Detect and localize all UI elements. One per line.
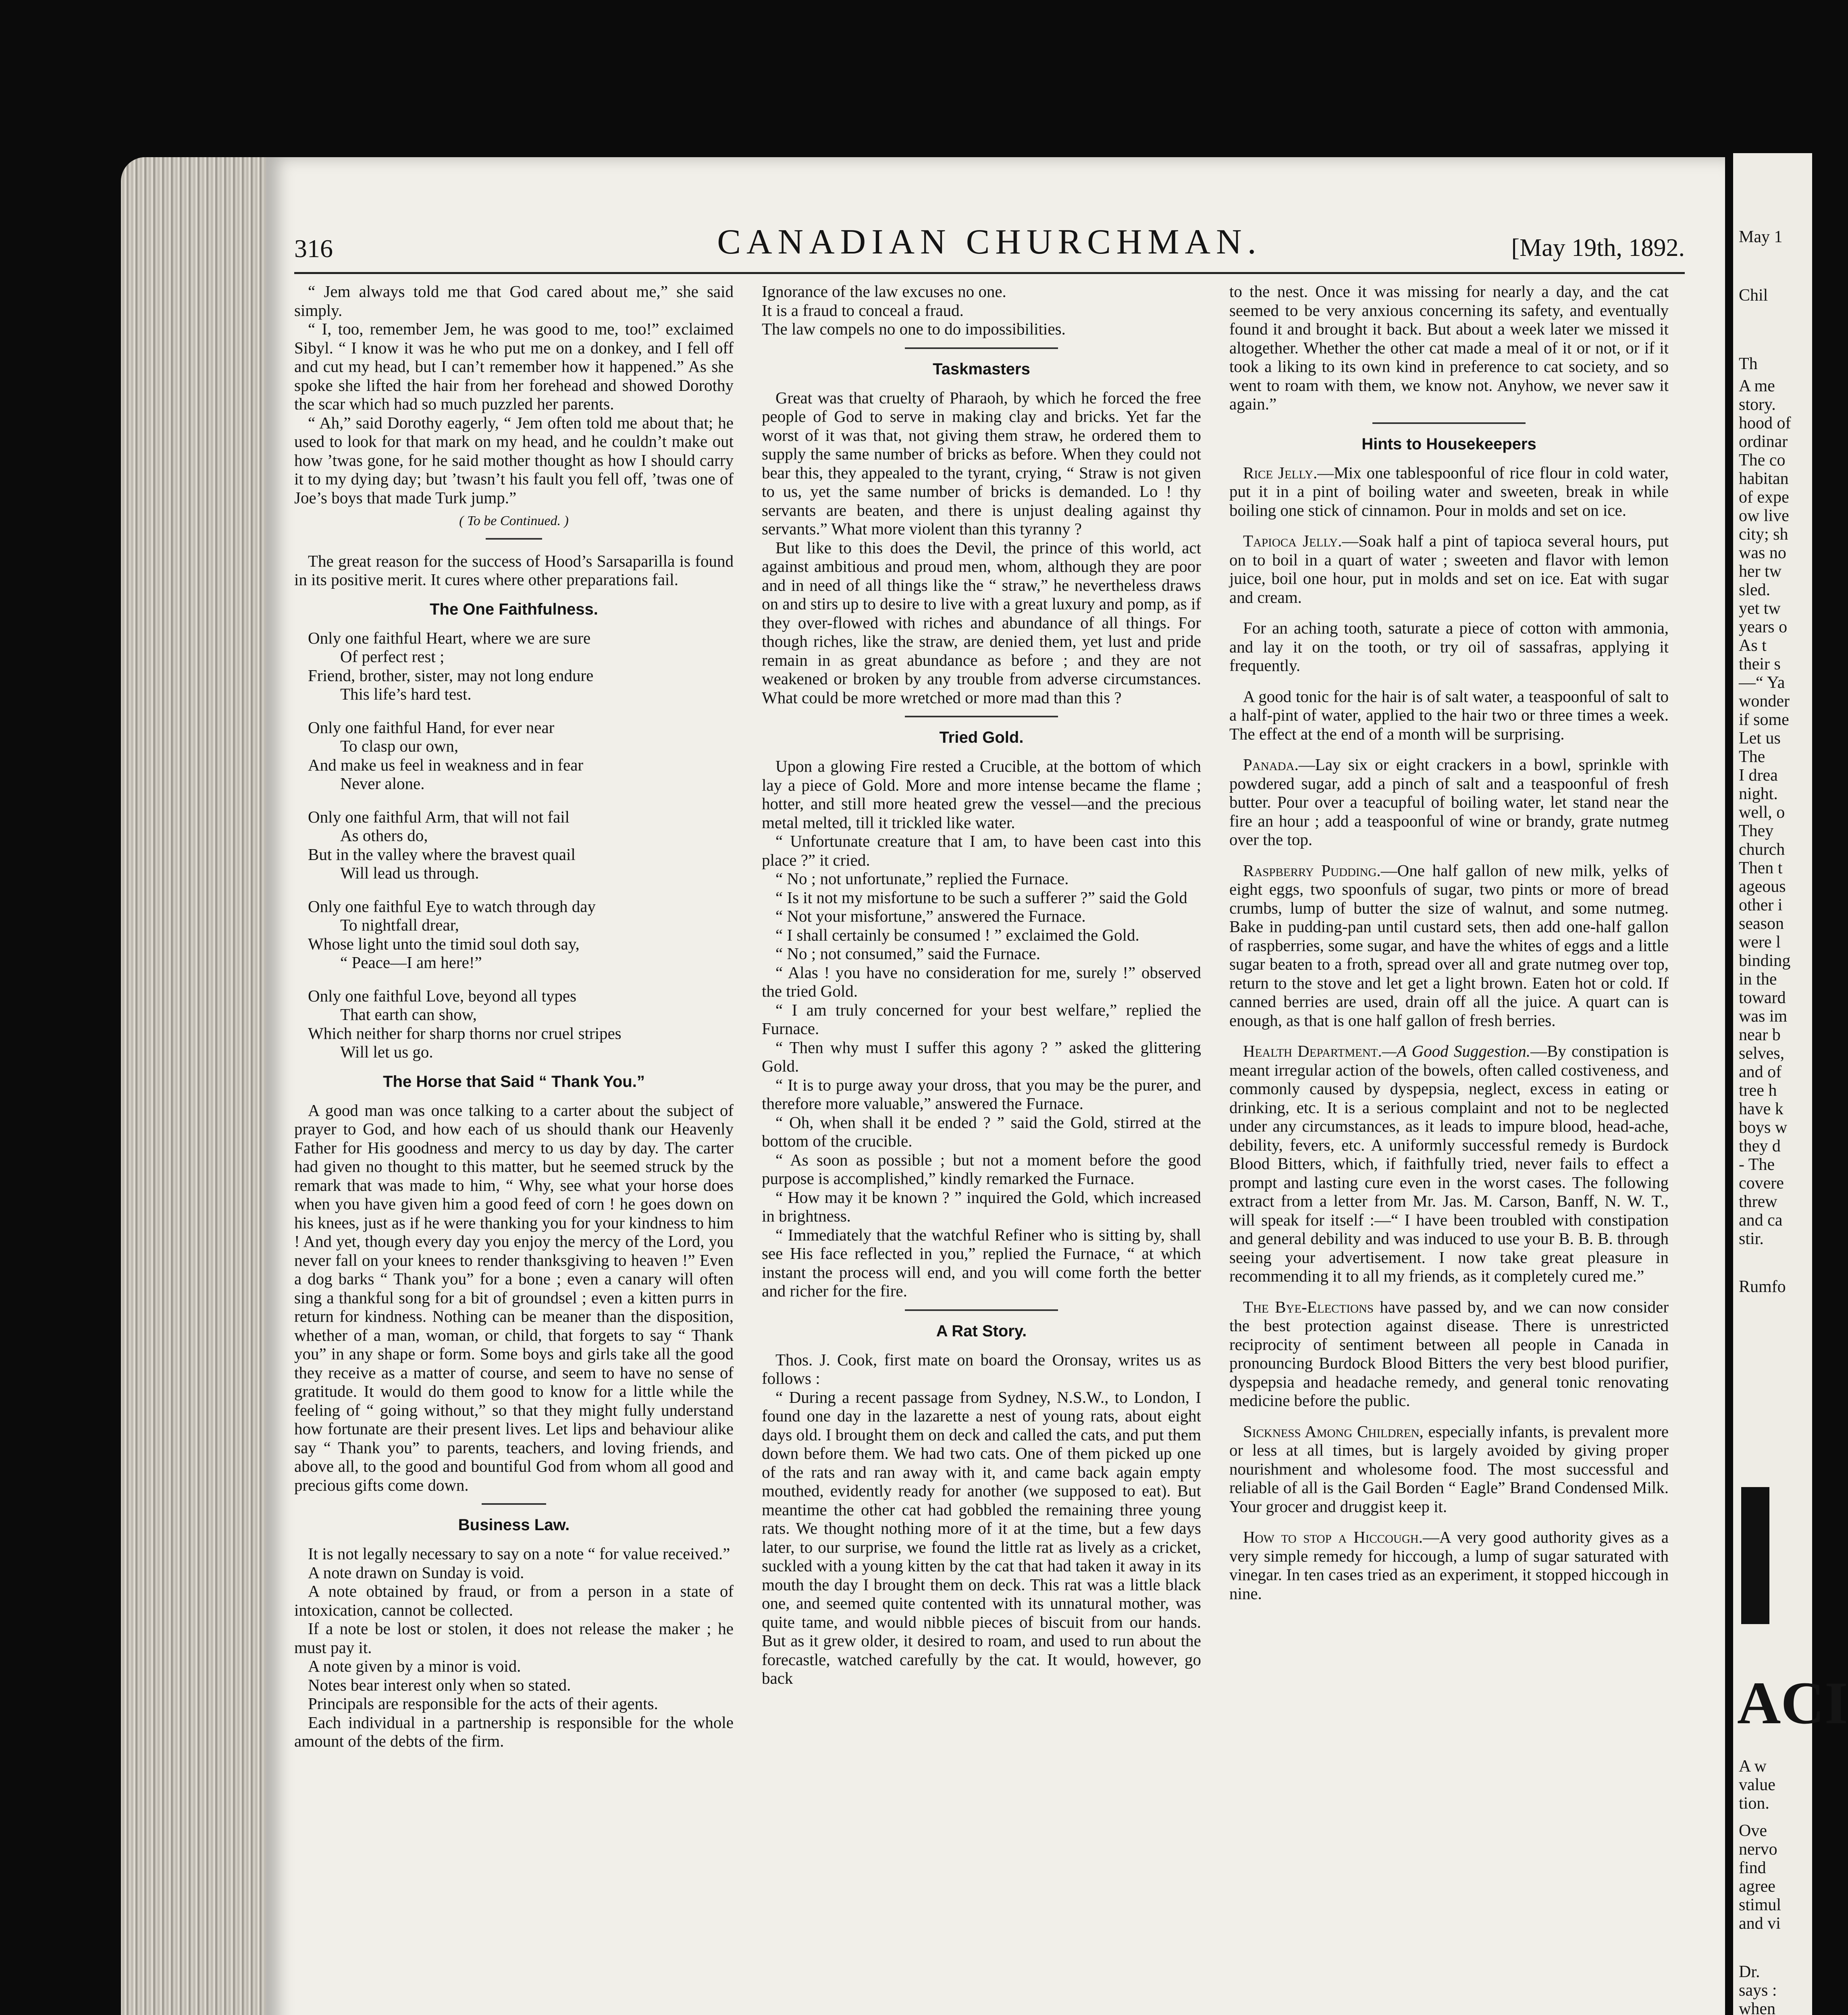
- poem-line: “ Peace—I am here!”: [340, 953, 482, 972]
- poem-line: Only one faithful Heart, where we are sure: [308, 628, 591, 647]
- facing-page-line: of expe: [1739, 488, 1789, 507]
- hint-paragraph: For an aching tooth, saturate a piece of cotton with ammonia, and lay it on the tooth, or try oil of sassafras, applying it frequently.: [1229, 619, 1669, 675]
- article-paragraph: “ It is to purge away your dross, that you may be the purer, and therefore more valuable,” answered the Furnace.: [762, 1075, 1201, 1113]
- newspaper-page: [266, 157, 1725, 2015]
- facing-page-line: if some: [1739, 710, 1789, 729]
- article-paragraph: Upon a glowing Fire rested a Crucible, at the bottom of which lay a piece of Gold. More and more intense became the flame ; hotter, and still more heated grew the vessel—and the precious metal melted, till it trickled like water.: [762, 757, 1201, 832]
- facing-page-line: As t: [1739, 636, 1767, 655]
- facing-page-line: story.: [1739, 395, 1776, 414]
- law-item: Ignorance of the law excuses no one.: [762, 282, 1006, 301]
- hint-paragraph: How to stop a Hiccough.—A very good authority gives as a very simple remedy for hiccough, a lump of sugar saturated with vinegar. In ten cases tried as an experiment, it stopped hiccough in nine.: [1229, 1528, 1669, 1603]
- recipe-label: Raspberry Pudding.: [1243, 861, 1381, 880]
- facing-page-heading: ACI: [1737, 1670, 1848, 1737]
- page-header: [294, 222, 1685, 270]
- article-paragraph: “ Not your misfortune,” answered the Furnace.: [775, 907, 1086, 925]
- article-paragraph: “ Alas ! you have no consideration for me, surely !” observed the tried Gold.: [762, 963, 1201, 1000]
- advert-label: Sickness Among Children,: [1243, 1422, 1424, 1441]
- section-rule: [905, 347, 1058, 349]
- facing-page-line: years o: [1739, 618, 1788, 636]
- recipe-label: Rice Jelly.: [1243, 463, 1318, 482]
- facing-page-line: —“ Ya: [1739, 673, 1785, 692]
- facing-page-line: sled.: [1739, 581, 1771, 599]
- facing-page-line: value: [1739, 1776, 1775, 1794]
- facing-page-line: their s: [1739, 655, 1781, 673]
- poem-line: Never alone.: [340, 774, 425, 793]
- article-paragraph: “ I shall certainly be consumed ! ” exclaimed the Gold.: [775, 925, 1139, 944]
- facing-page-line: other i: [1739, 896, 1783, 914]
- recipe-label: Tapioca Jelly.: [1243, 532, 1342, 550]
- story-paragraph: “ Ah,” said Dorothy eagerly, “ Jem often told me about that; he used to look for that mark on my head, and he couldn’t make out how ’twas gone, for he said mother thought as how I should carry it to my dying day; but ’twasn’t his fault you fell off, ’twas one of Joe’s boys that made Turk jump.”: [294, 413, 734, 507]
- article-paragraph: A good man was once talking to a carter about the subject of prayer to God, and how each of us should thank our Heavenly Father for His goodness and mercy to us day by day. The carter had given no thought to this matter, but he seemed struck by the remark that was made to him, “ Why, see what your horse does when you have given him a good feed of corn ! he goes down on his knees, just as if he were thanking you for your kindness to him ! And yet, though every day you enjoy the mercy of the Lord, you never fall on your knees to render thanksgiving to heaven !” Even a dog barks “ Thank you” for a bone ; even a canary will often sing a thankful song for a bit of groundsel ; even a kitten purrs in return for kindness. Nothing can be meaner than the disposition, whether of a man, woman, or child, that forgets to say “ Thank you” in any shape or form. Some boys and girls take all the good they receive as a matter of course, and seem to have no sense of gratitude. It would do them good to know for a little while the feeling of “ going without,” so that they might fully understand how fortunate are their present lives. Let lips and behaviour alike say “ Thank you” to parents, teachers, and loving friends, and above all, to the good and bountiful God from whom all good and precious gifts come down.: [294, 1101, 734, 1494]
- poem-stanza: [308, 808, 734, 883]
- facing-page-line: and vi: [1739, 1914, 1781, 1933]
- facing-page-line: ordinar: [1739, 432, 1788, 451]
- recipe-paragraph: Rice Jelly.—Mix one tablespoonful of rice flour in cold water, put it in a pint of boiling water and sweeten, break in while boiling one stick of cinnamon. Pour in molds and set on ice.: [1229, 463, 1669, 519]
- to-be-continued: ( To be Continued. ): [459, 513, 569, 528]
- column-3: [1229, 282, 1669, 1603]
- facing-page-line: selves,: [1739, 1044, 1785, 1063]
- recipe-label: Panada.: [1243, 755, 1299, 774]
- facing-page-line: they d: [1739, 1137, 1781, 1155]
- page-number: 316: [294, 234, 333, 263]
- article-title: Tried Gold.: [939, 729, 1024, 746]
- facing-page-line: - The: [1739, 1155, 1775, 1174]
- facing-page-line: May 1: [1739, 228, 1783, 246]
- facing-page-line: tree h: [1739, 1081, 1777, 1100]
- poem-line: Only one faithful Arm, that will not fail: [308, 807, 570, 826]
- facing-page-line: in the: [1739, 970, 1777, 989]
- section-rule: [905, 1309, 1058, 1311]
- law-item: Principals are responsible for the acts of their agents.: [308, 1694, 658, 1713]
- article-paragraph: “ Then why must I suffer this agony ? ” asked the glittering Gold.: [762, 1038, 1201, 1075]
- section-rule: [482, 1503, 546, 1505]
- poem-line: Which neither for sharp thorns nor cruel stripes: [308, 1024, 622, 1043]
- poem-line: Of perfect rest ;: [340, 647, 445, 666]
- facing-page-line: Ove: [1739, 1822, 1767, 1840]
- facing-page-line: A me: [1739, 377, 1775, 395]
- section-rule: [905, 716, 1058, 717]
- facing-page-line: boys w: [1739, 1118, 1788, 1137]
- facing-page-line: night.: [1739, 785, 1778, 803]
- story-paragraph: “ I, too, remember Jem, he was good to me, too!” exclaimed Sibyl. “ I know it was he who put me on a donkey, and I fell off and cut my head, but I can’t remember how it happened.” As she spoke she lifted the hair from her forehead and showed Dorothy the scar which had so much puzzled her parents.: [294, 320, 734, 413]
- article-title: The One Faithfulness.: [430, 600, 598, 618]
- facing-page-line: agree: [1739, 1877, 1775, 1896]
- facing-page-line: stir.: [1739, 1230, 1764, 1248]
- facing-page-line: Let us: [1739, 729, 1781, 748]
- article-paragraph: Thos. J. Cook, first mate on board the Oronsay, writes us as follows :: [762, 1350, 1201, 1388]
- facing-page-line: covere: [1739, 1174, 1784, 1192]
- poem-line: To clasp our own,: [340, 737, 459, 755]
- poem-line: To nightfall drear,: [340, 916, 459, 934]
- article-paragraph: “ I am truly concerned for your best welfare,” replied the Furnace.: [762, 1000, 1201, 1038]
- article-title: A Rat Story.: [936, 1322, 1027, 1340]
- law-item: Each individual in a partnership is responsible for the whole amount of the debts of the firm.: [294, 1713, 734, 1750]
- poem-line: But in the valley where the bravest quail: [308, 845, 576, 864]
- facing-page-line: stimul: [1739, 1896, 1781, 1914]
- poem-line: That earth can show,: [340, 1005, 477, 1024]
- advert-paragraph: Sickness Among Children, especially infants, is prevalent more or less at all times, but is largely avoided by giving proper nourishment and wholesome food. The most successful and reliable of all is the Gail Borden “ Eagle” Brand Condensed Milk. Your grocer and druggist keep it.: [1229, 1422, 1669, 1516]
- law-item: If a note be lost or stolen, it does not release the maker ; he must pay it.: [294, 1619, 734, 1657]
- column-1: [294, 282, 734, 1751]
- poem-line: Only one faithful Eye to watch through day: [308, 897, 596, 916]
- law-item: A note given by a minor is void.: [308, 1657, 521, 1675]
- recipe-paragraph: Raspberry Pudding.—One half gallon of new milk, yelks of eight eggs, two spoonfuls of sugar, two pints or more of bread crumbs, lump of butter the size of walnut, and some nutmeg. Bake in pudding-pan until custard sets, then add one-half gallon of raspberries, some sugar, and have the whites of eggs and a little sugar beaten to a froth, spread over all and grate nutmeg over top, return to the stove and let get a light brown. Eaten hot or cold. If canned berries are used, drain off all the juice. A quart can is enough, as that is one half gallon of fresh berries.: [1229, 861, 1669, 1030]
- facing-page-line: I drea: [1739, 766, 1778, 785]
- poem-line: This life’s hard test.: [340, 685, 472, 703]
- facing-page-line: They: [1739, 822, 1774, 840]
- hint-label: How to stop a Hiccough.: [1243, 1528, 1423, 1546]
- column-2: [762, 282, 1201, 1688]
- facing-page-line: Chil: [1739, 286, 1768, 305]
- facing-page-line: were l: [1739, 933, 1781, 951]
- poem-stanza: [308, 718, 734, 793]
- advert-paragraph: The great reason for the success of Hood’s Sarsaparilla is found in its positive merit. It cures where other preparations fail.: [294, 551, 734, 589]
- story-paragraph: “ Jem always told me that God cared about me,” she said simply.: [294, 282, 734, 320]
- poem-stanza: [308, 897, 734, 972]
- section-rule: [1372, 422, 1526, 424]
- poem-stanza: [308, 629, 734, 704]
- facing-page-line: have k: [1739, 1100, 1784, 1118]
- law-item: It is not legally necessary to say on a note “ for value received.”: [308, 1544, 730, 1563]
- article-paragraph: “ Immediately that the watchful Refiner who is sitting by, shall see His face reflected in you,” replied the Furnace, “ at which instant the process will end, and you will come forth the better and richer for the fire.: [762, 1225, 1201, 1300]
- poem-stanza: [308, 987, 734, 1062]
- recipe-paragraph: Panada.—Lay six or eight crackers in a bowl, sprinkle with powdered sugar, add a pinch of salt and a teaspoonful of fresh butter. Pour over a teacupful of boiling water, let stand near the fire an hour ; add a teaspoonful of wine or brandy, grate nutmeg over the top.: [1229, 755, 1669, 849]
- law-item: Notes bear interest only when so stated.: [308, 1675, 571, 1694]
- facing-page-line: was im: [1739, 1007, 1788, 1026]
- article-paragraph: But like to this does the Devil, the prince of this world, act against ambitious and proud men, whom, although they are poor and in need of all things like the “ straw,” he nevertheless draws on and stirs up to desire to live with a great luxury and pomp, as if they over-flowed with riches and abundance of all things. For though riches, like the straw, are denied them, yet lust and pride remain in as great abundance as before ; and they are not weakened or broken by any trouble from adverse circumstances. What could be more wretched or more mad than this ?: [762, 538, 1201, 707]
- facing-page-line: habitan: [1739, 469, 1789, 488]
- facing-page-line: Then t: [1739, 859, 1783, 877]
- facing-page-line: find: [1739, 1859, 1766, 1877]
- advert-paragraph: Health Department.—A Good Suggestion.—By constipation is meant irregular action of the bowels, often called costiveness, and commonly caused by dyspepsia, neglect, excess in eating or drinking, etc. It is a serious complaint and not to be neglected under any circumstances, as it leads to impure blood, head-ache, debility, fevers, etc. A uniformly successful remedy is Burdock Blood Bitters, which, if faithfully tried, never fails to effect a prompt and lasting cure even in the worst cases. The following extract from a letter from Mr. Jas. M. Carson, Banff, N. W. T., will speak for itself :—“ I have been troubled with constipation and general debility and was induced to use your B. B. B. through seeing your advertisement. I now take great pleasure in recommending it to all my friends, as it completely cured me.”: [1229, 1042, 1669, 1285]
- article-paragraph: to the nest. Once it was missing for nearly a day, and the cat seemed to be very anxious concerning its safety, and eventually found it and brought it back. But about a week later we missed it altogether. Whether the other cat made a meal of it or not, or if it took a liking to its own kind in preference to cat society, and so went to roam with them, we know not. Anyhow, we never saw it again.”: [1229, 282, 1669, 413]
- masthead-title: CANADIAN CHURCHMAN.: [717, 222, 1262, 262]
- article-paragraph: “ Is it not my misfortune to be such a sufferer ?” said the Gold: [775, 888, 1187, 907]
- facing-page-line: ow live: [1739, 507, 1789, 525]
- facing-page-line: near b: [1739, 1026, 1781, 1044]
- facing-page-line: tion.: [1739, 1794, 1769, 1813]
- poem-line: Whose light unto the timid soul doth say,: [308, 934, 580, 953]
- advert-label: Health Department.: [1243, 1042, 1382, 1060]
- poem-line: Will lead us through.: [340, 864, 479, 882]
- article-paragraph: “ Oh, when shall it be ended ? ” said the Gold, stirred at the bottom of the crucible.: [762, 1113, 1201, 1150]
- law-item: It is a fraud to conceal a fraud.: [762, 301, 964, 320]
- poem-line: Will let us go.: [340, 1043, 433, 1061]
- facing-page-line: and ca: [1739, 1211, 1783, 1230]
- facing-page-line: city; sh: [1739, 525, 1788, 544]
- advert-paragraph: The Bye-Elections have passed by, and we can now consider the best protection against disease. There is unrestricted reciprocity of sentiment between all people in Canada in pronouncing Burdock Blood Bitters the very best blood purifier, dyspepsia and headache remedy, and general tonic renovating medicine before the public.: [1229, 1297, 1669, 1410]
- article-paragraph: “ As soon as possible ; but not a moment before the good purpose is accomplished,” kindly remarked the Furnace.: [762, 1150, 1201, 1188]
- issue-date: [May 19th, 1892.: [1511, 234, 1685, 262]
- facing-page-line: nervo: [1739, 1840, 1777, 1859]
- poem: [308, 629, 734, 1062]
- law-item: A note drawn on Sunday is void.: [308, 1563, 524, 1582]
- facing-page-graphic: [1741, 1487, 1769, 1624]
- facing-page-line: binding: [1739, 951, 1791, 970]
- article-title: Business Law.: [458, 1516, 570, 1534]
- facing-page-line: hood of: [1739, 414, 1791, 432]
- facing-page-line: A w: [1739, 1757, 1767, 1776]
- article-title: Hints to Housekeepers: [1362, 435, 1536, 453]
- poem-line: And make us feel in weakness and in fear: [308, 755, 584, 774]
- facing-page-line: yet tw: [1739, 599, 1781, 618]
- poem-line: Only one faithful Love, beyond all types: [308, 986, 577, 1005]
- facing-page-line: season: [1739, 914, 1784, 933]
- law-item: The law compels no one to do impossibilities.: [762, 320, 1066, 338]
- article-title: The Horse that Said “ Thank You.”: [383, 1072, 645, 1091]
- facing-page-line: ageous: [1739, 877, 1786, 896]
- facing-page-line: threw: [1739, 1192, 1777, 1211]
- header-rule: [294, 272, 1685, 274]
- hint-paragraph: A good tonic for the hair is of salt water, a teaspoonful of salt to a half-pint of water, applied to the hair two or three times a week. The effect at the end of a month will be surprising.: [1229, 687, 1669, 743]
- facing-page-line: Th: [1739, 355, 1758, 373]
- article-paragraph: “ During a recent passage from Sydney, N.S.W., to London, I found one day in the lazarette a nest of young rats, about eight days old. I brought them on deck and called the cats, and put them down before them. We had two cats. One of them picked up one of the rats and ran away with it, and came back again empty mouthed, evidently ready for another (we supposed to eat). But meantime the other cat had gobbled the remaining three young rats. We thought nothing more of it at the time, but a few days later, to our surprise, we found the little rat as lively as a cricket, suckled with a young kitten by the cat that had taken it away in its mouth the day I brought them on deck. This rat was a little black one, and seemed quite contented with its unnatural mother, was quite tame, and would nibble pieces of biscuit from our hands. But as it grew older, it desired to roam, and used to run about the forecastle, watched carefully by the cat. It would, however, go back: [762, 1388, 1201, 1687]
- poem-line: Friend, brother, sister, may not long endure: [308, 666, 594, 685]
- facing-page-line: wonder: [1739, 692, 1790, 710]
- poem-line: Only one faithful Hand, for ever near: [308, 718, 555, 737]
- facing-page-line: says :: [1739, 1981, 1777, 2000]
- article-paragraph: “ Unfortunate creature that I am, to have been cast into this place ?” it cried.: [762, 832, 1201, 869]
- facing-page-line: The co: [1739, 451, 1786, 469]
- facing-page-line: her tw: [1739, 562, 1782, 581]
- facing-page-line: was no: [1739, 544, 1786, 562]
- facing-page-line: The: [1739, 748, 1765, 766]
- advert-label: The Bye-Elections: [1243, 1297, 1374, 1316]
- article-paragraph: Great was that cruelty of Pharaoh, by which he forced the free people of God to serve in making clay and bricks. Yet far the worst of it was that, not giving them straw, he ordered them to supply the same number of bricks as before. When they could not bear this, they appealed to the tyrant, crying, “ Straw is not given to us, yet the same number of bricks is demanded. Lo ! thy servants are beaten, and there is unjust dealing against thy servants.” What more violent than this tyranny ?: [762, 388, 1201, 538]
- facing-page-line: toward: [1739, 989, 1786, 1007]
- facing-page-line: when: [1739, 2000, 1775, 2015]
- recipe-paragraph: Tapioca Jelly.—Soak half a pint of tapioca several hours, put on to boil in a quart of water ; sweeten and flavor with lemon juice, boil one hour, put in molds and set on ice. Eat with sugar and cream.: [1229, 532, 1669, 607]
- article-paragraph: “ No ; not consumed,” said the Furnace.: [775, 944, 1040, 963]
- facing-page-line: church: [1739, 840, 1785, 859]
- facing-page-line: well, o: [1739, 803, 1785, 822]
- article-paragraph: “ No ; not unfortunate,” replied the Furnace.: [775, 869, 1069, 888]
- article-paragraph: “ How may it be known ? ” inquired the Gold, which increased in brightness.: [762, 1188, 1201, 1225]
- facing-page-line: Dr.: [1739, 1963, 1760, 1981]
- facing-page-fragment: [1733, 153, 1848, 2015]
- facing-page-line: and of: [1739, 1063, 1782, 1081]
- facing-page-line: Rumfo: [1739, 1278, 1786, 1296]
- article-title: Taskmasters: [933, 360, 1030, 378]
- law-item: A note obtained by fraud, or from a person in a state of intoxication, cannot be collected.: [294, 1582, 734, 1619]
- poem-line: As others do,: [340, 826, 428, 845]
- book-page-edges: [121, 157, 266, 2015]
